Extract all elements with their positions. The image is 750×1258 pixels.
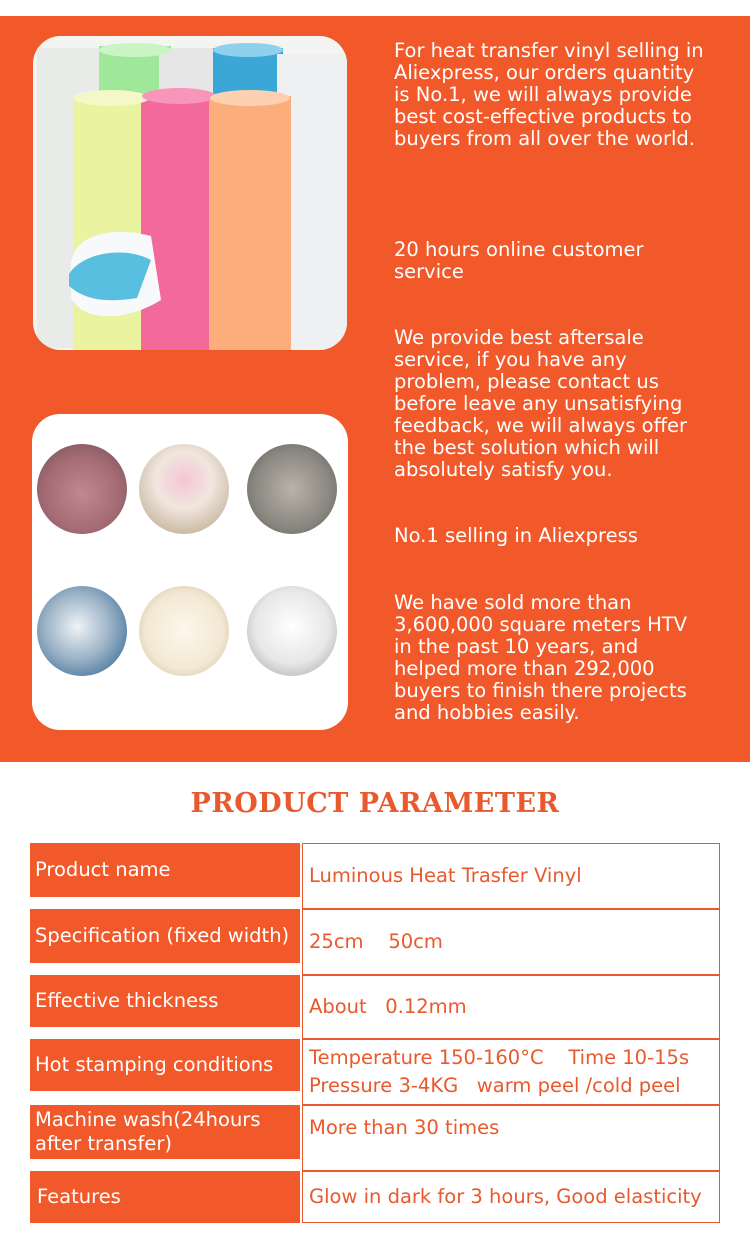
vinyl-rolls-illustration xyxy=(33,36,347,350)
sample-calligraphy-shirt xyxy=(247,586,337,676)
product-samples-image xyxy=(32,414,348,730)
param-value xyxy=(302,975,720,1039)
sample-baby-bear xyxy=(139,444,229,534)
vinyl-rolls-image xyxy=(33,36,347,350)
param-value-line: Pressure 3-4KG warm peel /cold peel xyxy=(309,1074,681,1097)
param-label: Features xyxy=(30,1171,300,1223)
hero-paragraph-aftersale: We provide best aftersale service, if you have any problem, please contact us before leave any unsatisfying feedback, we will always offer the best solution which will absolutely satisfy you. xyxy=(394,326,688,481)
param-value-line: 25cm 50cm xyxy=(309,930,443,953)
param-label: Product name xyxy=(30,843,300,897)
param-value-line: Glow in dark for 3 hours, Good elasticity xyxy=(309,1185,702,1208)
param-value xyxy=(302,1039,720,1105)
param-value xyxy=(302,1105,720,1171)
param-value-line: More than 30 times xyxy=(309,1116,500,1139)
param-value xyxy=(302,843,720,909)
hero-paragraph-sales: For heat transfer vinyl selling in Aliexpress, our orders quantity is No.1, we will always provide best cost-effective products to buyers from all over the world. xyxy=(394,39,704,150)
param-label: Hot stamping conditions xyxy=(30,1039,300,1091)
param-value-line: Temperature 150-160°C Time 10-15s xyxy=(309,1046,690,1069)
param-value xyxy=(302,909,720,975)
hero-paragraph-volume: We have sold more than 3,600,000 square meters HTV in the past 10 years, and helped more than 292,000 buyers to finish there projects and hobbies easily. xyxy=(394,591,687,724)
sample-gold-stickers xyxy=(247,444,337,534)
hero-paragraph-service: 20 hours online customer service xyxy=(394,238,644,283)
param-label: Machine wash(24hours after transfer) xyxy=(30,1105,300,1159)
param-value xyxy=(302,1171,720,1223)
top-divider xyxy=(0,0,750,16)
param-label: Specification (fixed width) xyxy=(30,909,300,963)
param-label: Effective thickness xyxy=(30,975,300,1027)
param-value-line: About 0.12mm xyxy=(309,995,467,1018)
hero-paragraph-rank: No.1 selling in Aliexpress xyxy=(394,524,638,547)
sample-baby-onesie xyxy=(139,586,229,676)
sample-hoodies xyxy=(37,444,127,534)
param-value-line: Luminous Heat Trasfer Vinyl xyxy=(309,864,582,887)
sample-welcome-balloon xyxy=(37,586,127,676)
product-parameter-title: PRODUCT PARAMETER xyxy=(190,788,560,819)
